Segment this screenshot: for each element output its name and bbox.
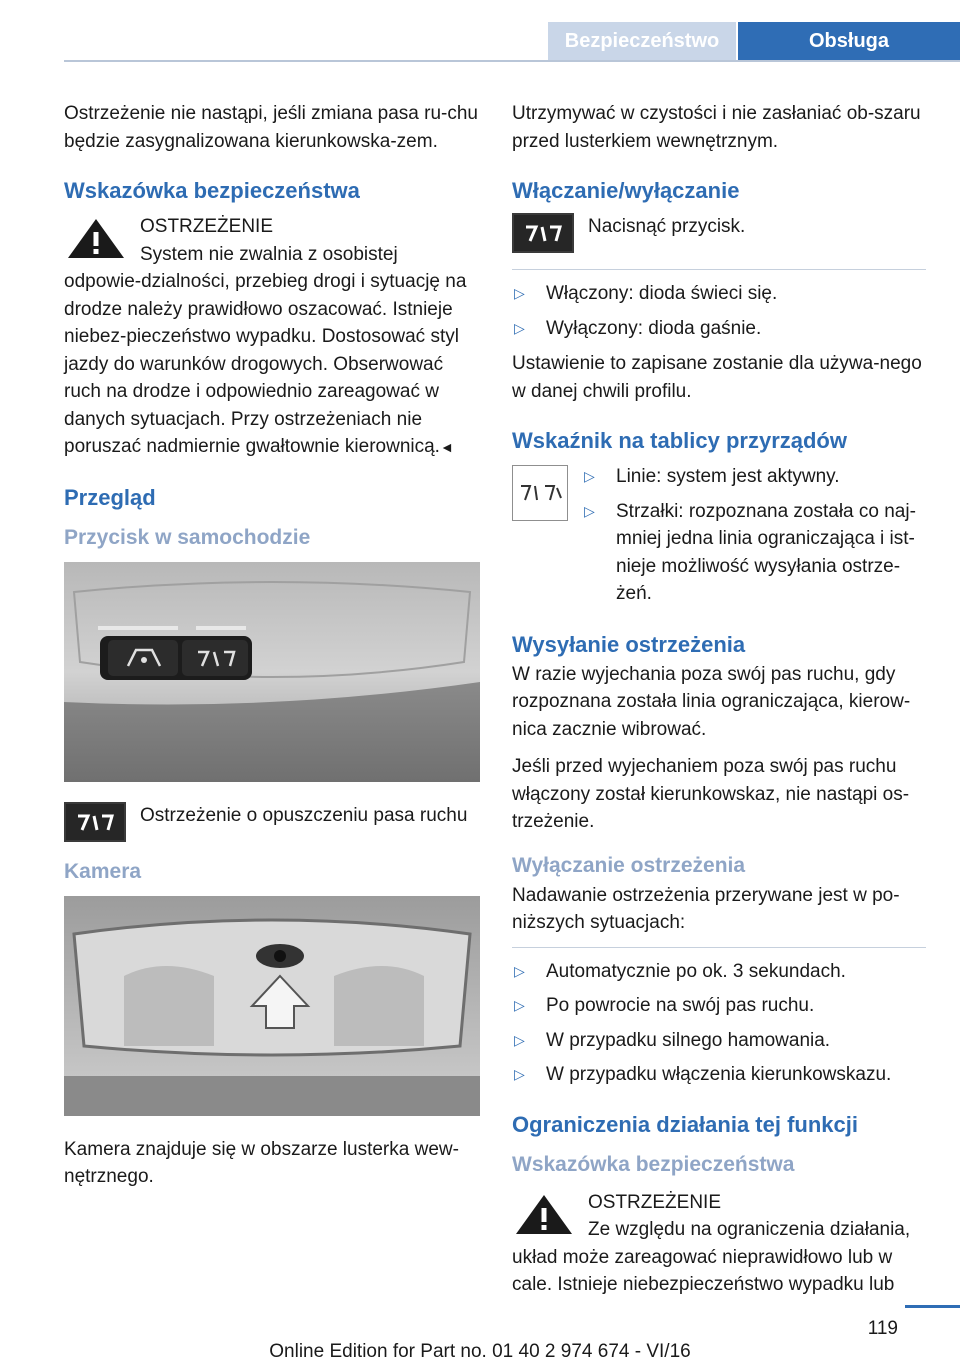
list-item: ▷ Włączony: dioda świeci się. (512, 280, 926, 308)
warning-text: Ze względu na ograniczenia działania, układ może zareagować nieprawidłowo lub w cale. Istnieje niebezpieczeństwo wypadku lub (512, 1219, 911, 1295)
heading-safety-note: Wskazówka bezpieczeństwa (64, 178, 360, 203)
triangle-bullet-icon: ▷ (514, 1031, 525, 1048)
clean-paragraph: Utrzymywać w czystości i nie zasłaniać ob-szaru przed lusterkiem wewnętrznym. (512, 103, 921, 152)
list-item: ▷ Wyłączony: dioda gaśnie. (512, 315, 926, 343)
footer-rule (905, 1305, 960, 1308)
camera-photo (64, 896, 480, 1116)
heading-safety-note-2: Wskazówka bezpieczeństwa (512, 1152, 795, 1176)
warning-icon (512, 1191, 576, 1237)
header-section-tab: Bezpieczeństwo (548, 22, 736, 60)
car-button-photo (64, 562, 480, 782)
list-item: ▷ W przypadku silnego hamowania. (512, 1027, 926, 1055)
lane-indicator-icon (512, 465, 568, 521)
end-mark: ◄ (439, 439, 454, 455)
warning-text: System nie zwalnia z osobistej odpowie-dzialności, przebieg drogi i sytuację na drodze należy prawidłowo oszacować. Istnieje niebez-pieczeństwo wypadku. Dostosować styl jazdy do warunków drogowych. Obserwować ruch na drodze i odpowiednio zareagować w danych sytuacjach. Przy ostrzeżeniach nie poruszać nadmiernie gwałtownie kierownicą.◄ (64, 243, 467, 457)
right-column (512, 100, 926, 1309)
list-item: ▷ Linie: system jest aktywny. (582, 463, 926, 491)
list-item: ▷ Automatycznie po ok. 3 sekundach. (512, 958, 926, 986)
warning-icon (64, 215, 128, 261)
warning-label: OSTRZEŻENIE (140, 216, 274, 237)
triangle-bullet-icon: ▷ (514, 997, 525, 1013)
warning-block (64, 213, 480, 462)
list-item: ▷ Strzałki: rozpoznana została co naj-mniej jedna linia ograniczająca i ist-nieje możliwość wysyłania ostrze-żeń. (582, 498, 926, 608)
triangle-bullet-icon: ▷ (514, 319, 525, 336)
list-item: ▷ W przypadku włączenia kierunkowskazu. (512, 1061, 926, 1089)
left-column (64, 100, 480, 1201)
lane-departure-button-icon (512, 213, 574, 253)
button-caption: Ostrzeżenie o opuszczeniu pasa ruchu (140, 804, 468, 826)
triangle-bullet-icon: ▷ (584, 502, 595, 519)
camera-paragraph: Kamera znajduje się w obszarze lusterka wew-nętrznego. (64, 1138, 459, 1187)
heading-limits: Ograniczenia działania tej funkcji (512, 1111, 858, 1137)
list-item: ▷ Po powrocie na swój pas ruchu. (512, 992, 926, 1020)
heading-disable: Wyłączanie ostrzeżenia (512, 853, 746, 877)
sending-paragraph-2: Jeśli przed wyjechaniem poza swój pas ruchu włączony został kierunkowskaz, nie nastąpi os-trzeżenie. (512, 756, 910, 832)
triangle-bullet-icon: ▷ (514, 962, 525, 979)
page-number: 119 (867, 1318, 898, 1339)
triangle-bullet-icon: ▷ (514, 285, 525, 301)
lane-departure-button-icon (64, 802, 126, 842)
separator (512, 269, 926, 270)
disable-paragraph: Nadawanie ostrzeżenia przerywane jest w po-niższych sytuacjach: (512, 884, 900, 933)
saved-paragraph: Ustawienie to zapisane zostanie dla używa-nego w danej chwili profilu. (512, 353, 922, 402)
press-button-text: Nacisnąć przycisk. (588, 216, 746, 237)
button-caption-row (64, 802, 480, 842)
warning-label: OSTRZEŻENIE (588, 1191, 722, 1213)
disable-list (512, 958, 926, 1089)
header-rule (64, 60, 960, 62)
heading-camera: Kamera (64, 859, 142, 883)
triangle-bullet-icon: ▷ (584, 468, 595, 484)
heading-overview: Przegląd (64, 484, 156, 510)
header-chapter-tab: Obsługa (738, 22, 960, 60)
on-off-list (512, 280, 926, 342)
separator (512, 947, 926, 948)
heading-on-off: Włączanie/wyłączanie (512, 178, 740, 203)
heading-indicator: Wskaźnik na tablicy przyrządów (512, 428, 847, 453)
intro-paragraph: Ostrzeżenie nie nastąpi, jeśli zmiana pasa ru-chu będzie zasygnalizowana kierunkowska-zem. (64, 103, 478, 152)
heading-sending: Wysyłanie ostrzeżenia (512, 631, 746, 657)
press-button-row (512, 213, 926, 253)
sending-paragraph-1: W razie wyjechania poza swój pas ruchu, gdy rozpoznana została linia ograniczająca, kierow-nica zacznie wibrować. (512, 663, 911, 740)
indicator-row (512, 463, 926, 615)
heading-car-button: Przycisk w samochodzie (64, 525, 311, 549)
triangle-bullet-icon: ▷ (514, 1066, 525, 1082)
footer-edition: Online Edition for Part no. 01 40 2 974 674 - VI/16 (269, 1341, 691, 1362)
warning-block (512, 1189, 926, 1299)
indicator-list (582, 463, 926, 615)
